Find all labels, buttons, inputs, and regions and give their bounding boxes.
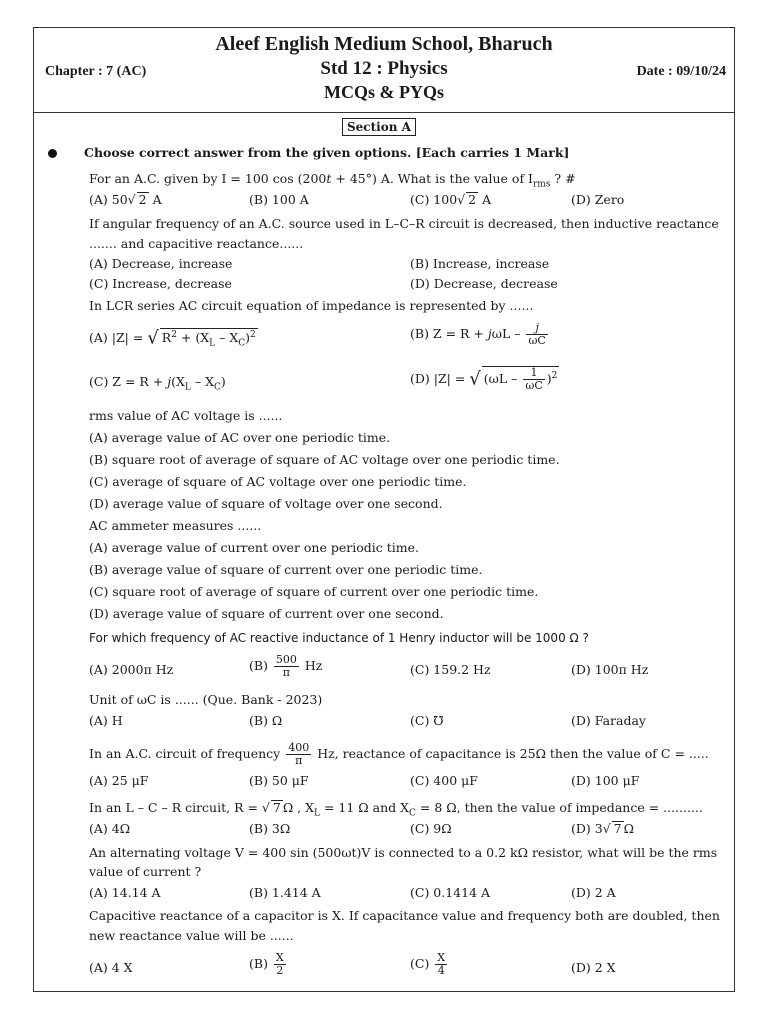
question-10-line-1: An alternating voltage V = 400 sin (500ωt)V is connected to a 0.2 kΩ resistor, what will be the rms [89,845,718,860]
q8-option-c: (C) 400 μF [410,773,478,788]
school-name: Aleef English Medium School, Bharuch [215,33,553,55]
q11-option-d: (D) 2 X [571,960,616,975]
question-6: For which frequency of AC reactive inductance of 1 Henry inductor will be 1000 Ω ? [89,631,589,645]
q5-option-b: (B) average value of square of current over one periodic time. [89,562,483,577]
question-1: For an A.C. given by I = 100 cos (200t + 45°) A. What is the value of $I_{rms}$ ? # [89,171,576,190]
question-3: In LCR series AC circuit equation of impedance is represented by ...... [89,298,534,313]
q7-option-b: (B) Ω [249,713,283,728]
question-11-line-1: Capacitive reactance of a capacitor is X. If capacitance value and frequency both are doubled, then [89,908,720,923]
chapter-label: Chapter : 7 (AC) [45,64,147,79]
q9-option-a: (A) 4Ω [89,821,131,836]
q5-option-d: (D) average value of square of current over one second. [89,606,444,621]
q2-option-c: (C) Increase, decrease [89,276,232,291]
q11-option-b: (B) $\frac{X}{2}$ [249,951,284,977]
instructions: Choose correct answer from the given options. [Each carries 1 Mark] [84,145,570,160]
q5-option-a: (A) average value of current over one periodic time. [89,540,419,555]
q8-option-d: (D) 100 μF [571,773,640,788]
question-11-line-2: new reactance value will be ...... [89,928,294,943]
q1-option-c: (C) 100√ 2 A [410,192,492,207]
q11-option-c: (C) $\frac{X}{4}$ [410,951,446,977]
q1-option-b: (B) 100 A [249,192,309,207]
q7-option-d: (D) Faraday [571,713,646,728]
question-2-line-1: If angular frequency of an A.C. source used in L–C–R circuit is decreased, then inductive reactance [89,216,719,231]
q6-option-b: (B) $\frac{500}{\pi}$ Hz [249,653,323,679]
q9-option-d: (D) 3√ 7 Ω [571,821,634,836]
q2-option-d: (D) Decrease, decrease [410,276,558,291]
q7-option-a: (A) H [89,713,123,728]
question-4: rms value of AC voltage is ...... [89,408,283,423]
q10-option-a: (A) 14.14 A [89,885,161,900]
paper-subtitle: MCQs & PYQs [324,82,444,102]
q10-option-c: (C) 0.1414 A [410,885,491,900]
section-label: Section A [342,118,416,136]
q9-option-b: (B) 3Ω [249,821,291,836]
q3-option-b: (B) Z = R + jωL – $\frac{j}{\omega C}$ [410,321,546,347]
question-7: Unit of ωC is ...... (Que. Bank - 2023) [89,692,323,707]
q4-option-d: (D) average value of square of voltage over one second. [89,496,443,511]
q3-option-c: (C) $Z = R + j(X_L - X_C)$ [89,374,226,393]
q3-option-a: (A) |Z| = √ $R^2 + (X_L - X_C)^2$ [89,327,256,349]
q9-option-c: (C) 9Ω [410,821,452,836]
q8-option-a: (A) 25 μF [89,773,149,788]
q10-option-b: (B) 1.414 A [249,885,321,900]
q4-option-c: (C) average of square of AC voltage over one periodic time. [89,474,467,489]
q11-option-a: (A) 4 X [89,960,133,975]
q1-option-d: (D) Zero [571,192,625,207]
q7-option-c: (C) ℧ [410,713,444,728]
question-5: AC ammeter measures ...... [89,518,262,533]
q6-option-c: (C) 159.2 Hz [410,662,491,677]
bullet-icon [48,149,57,158]
q8-option-b: (B) 50 μF [249,773,309,788]
q3-option-d: (D) |Z| = √ (ωL – $\frac{1}{\omega C}$ )$^2$ [410,366,558,392]
q10-option-d: (D) 2 A [571,885,616,900]
q6-option-a: (A) 2000π Hz [89,662,174,677]
q4-option-b: (B) square root of average of square of AC voltage over one periodic time. [89,452,560,467]
question-9: In an L – C – R circuit, R = √ 7 Ω , $X_L = 11$ Ω and $X_C = 8$ Ω, then the value of impedance = .......... [89,800,703,819]
standard-subject: Std 12 : Physics [320,58,448,79]
question-8: In an A.C. circuit of frequency $\frac{400}{\pi}$ Hz, reactance of capacitance is 25Ω then the value of C = ..... [89,741,709,767]
q4-option-a: (A) average value of AC over one periodic time. [89,430,391,445]
question-2-line-2: ....... and capacitive reactance...... [89,236,304,251]
date-label: Date : 09/10/24 [636,64,726,79]
header-divider [33,112,735,113]
q6-option-d: (D) 100π Hz [571,662,649,677]
q5-option-c: (C) square root of average of square of current over one periodic time. [89,584,539,599]
q2-option-a: (A) Decrease, increase [89,256,233,271]
question-10-line-2: value of current ? [89,864,202,879]
q1-option-a: (A) 50√ 2 A [89,192,162,207]
q2-option-b: (B) Increase, increase [410,256,550,271]
